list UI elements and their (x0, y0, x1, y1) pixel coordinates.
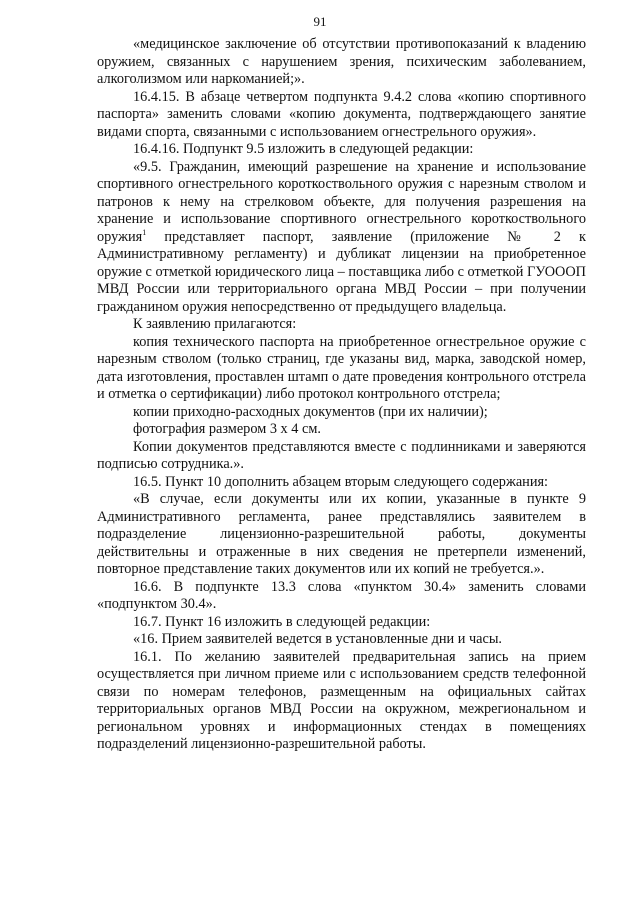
paragraph-attachments-intro: К заявлению прилагаются: (133, 316, 297, 332)
paragraph-16: «16. Прием заявителей ведется в установленные дни и часы. (133, 631, 503, 647)
footnote-marker: 1 (142, 227, 147, 237)
paragraph-10-second-abzac: «В случае, если документы или их копии, указанные в пункте 9 Административного регламента, ранее представлялись заявителем в подразделение лицензионно-разрешительной работы, документы действительны и отраженные в них сведения не претерпели изменений, повторное представление таких документов или их копий не требуется.». (97, 491, 586, 577)
paragraph-16-4-15: 16.4.15. В абзаце четвертом подпункта 9.4.2 слова «копию спортивного паспорта» заменить словами «копию документа, подтверждающего занятие видами спорта, связанными с использованием огнестрельного оружия». (97, 88, 586, 140)
paragraph-copies-certified: Копии документов представляются вместе с подлинниками и заверяются подписью сотрудника.». (97, 438, 586, 472)
paragraph-16-7: 16.7. Пункт 16 изложить в следующей редакции: (133, 613, 431, 630)
page-number: 91 (313, 14, 327, 29)
paragraph-9-5-text-continued: представляет паспорт, заявление (приложение № 2 к Административному регламенту) и дубликат лицензии на приобретенное оружие с отметкой юридического лица – поставщика либо с отметкой ГУОООП МВД России или территориального органа МВД России – при получении гражданином оружия непосредственно от предыдущего владельца. (97, 228, 586, 315)
paragraph-receipt-documents: копии приходно-расходных документов (при их наличии); (133, 403, 488, 420)
paragraph-16-6: 16.6. В подпункте 13.3 слова «пунктом 30.4» заменить словами «подпунктом 30.4». (97, 578, 586, 612)
document-body (97, 36, 586, 754)
paragraph-9-5-text: «9.5. Гражданин, имеющий разрешение на хранение и использование спортивного огнестрельного короткоствольного оружия с нарезным стволом и патронов к нему на стрелковом объекте, для получения разрешения на хранение и использование спортивного огнестрельного короткоствольного оружия (97, 158, 586, 245)
paragraph-photograph: фотография размером 3 х 4 см. (133, 421, 321, 437)
paragraph-16-1: 16.1. По желанию заявителей предварительная запись на прием осуществляется при личном приеме или с использованием средств телефонной связи по номерам телефонов, размещенным на официальных сайтах территориальных органов МВД России на окружном, межрегиональном и региональном уровнях и информационных стендах в помещениях подразделений лицензионно-разрешительной работы. (97, 648, 586, 752)
paragraph-9-5 (97, 159, 586, 317)
paragraph-medical-certificate: «медицинское заключение об отсутствии противопоказаний к владению оружием, связанных с нарушением зрения, психическим заболеванием, алкоголизмом или наркоманией;». (97, 36, 586, 87)
paragraph-16-5: 16.5. Пункт 10 дополнить абзацем вторым следующего содержания: (133, 473, 549, 490)
paragraph-16-4-16: 16.4.16. Подпункт 9.5 изложить в следующей редакции: (133, 141, 474, 157)
paragraph-technical-passport-copy: копия технического паспорта на приобретенное огнестрельное оружие с нарезным стволом (только страниц, где указаны вид, марка, заводской номер, дата изготовления, проставлен штамп о дате проведения контрольного отстрела и отметка о сертификации) либо протокол контрольного отстрела; (97, 333, 586, 402)
